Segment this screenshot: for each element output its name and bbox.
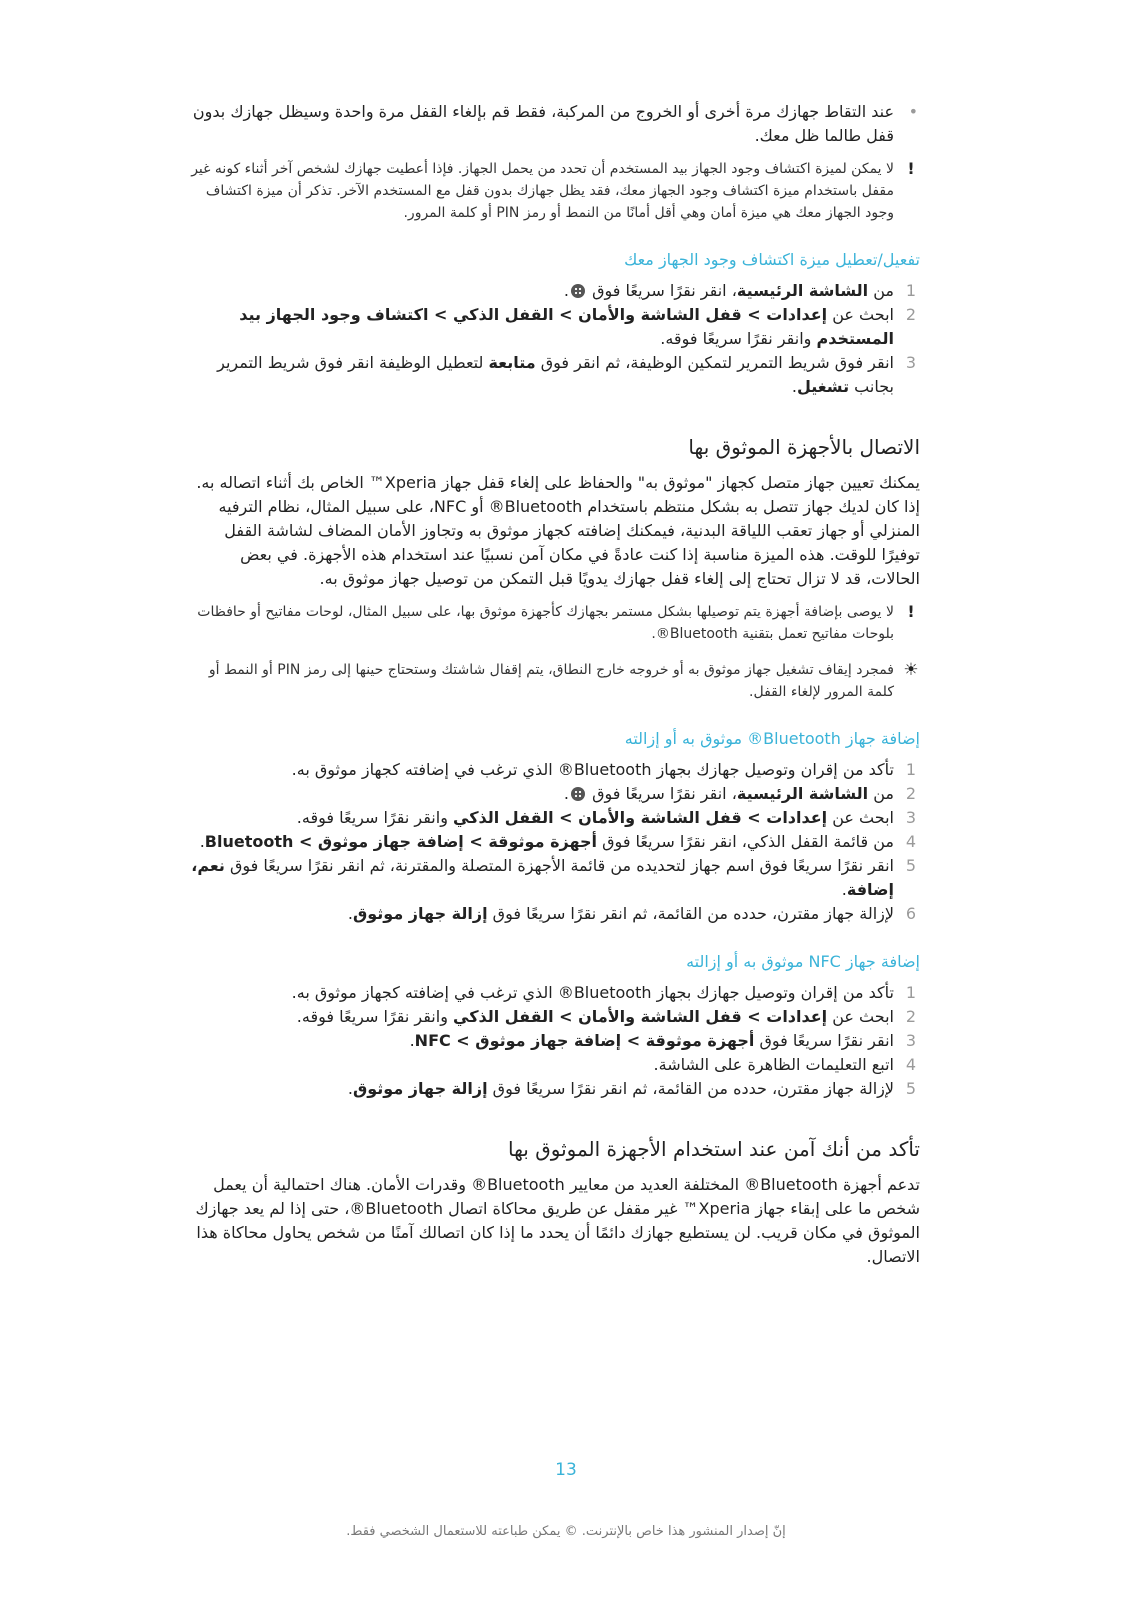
list-item: 5 انقر نقرًا سريعًا فوق اسم جهاز لتحديده من قائمة الأجهزة المتصلة والمقترنة، ثم انقر نقرًا سريعًا فوق نعم، إضافة. — [191, 856, 917, 899]
warning-icon: ! — [907, 159, 915, 178]
footer-notice: إنّ إصدار المنشور هذا خاص بالإنترنت. © يمكن طباعته للاستعمال الشخصي فقط. — [346, 1524, 786, 1539]
section2-tip — [190, 659, 920, 703]
list-item: 2 من الشاشة الرئيسية، انقر نقرًا سريعًا فوق . — [563, 784, 917, 803]
section1-steps — [190, 279, 920, 399]
intro-bullet-text: عند التقاط جهازك مرة أخرى أو الخروج من المركبة، فقط قم بإلغاء القفل مرة واحدة وسيظل جهازك بدون قفل طالما ظل معك. — [192, 102, 894, 145]
apps-grid-icon — [571, 787, 585, 801]
section2-tip-text: فمجرد إيقاف تشغيل جهاز موثوق به أو خروجه خارج النطاق، يتم إقفال شاشتك وستحتاج حينها إلى رمز PIN أو النمط أو كلمة المرور لإلغاء القفل. — [208, 662, 894, 700]
list-item: 2 ابحث عن إعدادات > قفل الشاشة والأمان > القفل الذكي > اكتشاف وجود الجهاز بيد المستخدم وانقر نقرًا سريعًا فوقه. — [239, 305, 917, 348]
list-item: 6 لإزالة جهاز مقترن، حدده من القائمة، ثم انقر نقرًا سريعًا فوق إزالة جهاز موثوق. — [347, 904, 917, 923]
list-item: 2 ابحث عن إعدادات > قفل الشاشة والأمان > القفل الذكي وانقر نقرًا سريعًا فوقه. — [296, 1007, 917, 1026]
list-item: 3 انقر فوق شريط التمرير لتمكين الوظيفة، ثم انقر فوق متابعة لتعطيل الوظيفة انقر فوق شريط التمرير بجانب تشغيل. — [217, 353, 917, 396]
section4-title: إضافة جهاز NFC موثوق به أو إزالته — [686, 952, 920, 971]
section4-steps — [190, 981, 920, 1101]
list-item: 1 تأكد من إقران وتوصيل جهازك بجهاز Bluetooth® الذي ترغب في إضافته كجهاز موثوق به. — [291, 983, 917, 1002]
intro-bullet — [190, 100, 920, 148]
section5-paragraph: تدعم أجهزة Bluetooth® المختلفة العديد من معايير Bluetooth® وقدرات الأمان. هناك احتمالية أن يعمل شخص ما على إبقاء جهاز Xperia™ غير مقفل عن طريق محاكاة اتصال Bluetooth®، حتى إذا لم يعد جهازك الموثوق في مكان قريب. لن يستطيع جهازك دائمًا أن يحدد ما إذا كان اتصالك آمنًا من شخص يحاول محاكاة هذا الاتصال. — [195, 1175, 920, 1266]
document-page — [190, 100, 920, 1269]
lightbulb-icon: ☀ — [903, 660, 919, 680]
section5-heading: تأكد من أنك آمن عند استخدام الأجهزة الموثوق بها — [507, 1137, 920, 1161]
section3-title: إضافة جهاز Bluetooth® موثوق به أو إزالته — [624, 729, 920, 748]
apps-grid-icon — [571, 284, 585, 298]
page-number: 13 — [555, 1460, 577, 1480]
section3-steps — [190, 758, 920, 926]
section2-heading: الاتصال بالأجهزة الموثوق بها — [688, 435, 920, 459]
bullet-dot: • — [908, 102, 918, 121]
list-item: 3 ابحث عن إعدادات > قفل الشاشة والأمان > القفل الذكي وانقر نقرًا سريعًا فوقه. — [296, 808, 917, 827]
section1-title: تفعيل/تعطيل ميزة اكتشاف وجود الجهاز معك — [624, 250, 920, 269]
section2-paragraph: يمكنك تعيين جهاز متصل كجهاز "موثوق به" والحفاظ على إلغاء قفل جهاز Xperia™ الخاص بك أثناء اتصاله به. إذا كان لديك جهاز تتصل به بشكل منتظم باستخدام Bluetooth® أو NFC، على سبيل المثال، نظام الترفيه المنزلي أو جهاز تعقب اللياقة البدنية، فيمكنك إضافته كجهاز موثوق به وتجاوز الأمان المضاف لشاشة القفل توفيرًا للوقت. هذه الميزة مناسبة إذا كنت عادةً في مكان آمن نسبيًا عند استخدام هذه الأجهزة. في بعض الحالات، قد لا تزال تحتاج إلى إلغاء قفل جهازك يدويًا قبل التمكن من توصيل جهاز موثوق به. — [196, 473, 920, 588]
list-item: 4 من قائمة القفل الذكي، انقر نقرًا سريعًا فوق أجهزة موثوقة > إضافة جهاز موثوق > Bluetooth. — [199, 832, 917, 851]
warning-icon: ! — [907, 602, 915, 621]
section2-note-text: لا يوصى بإضافة أجهزة يتم توصيلها بشكل مستمر بجهازك كأجهزة موثوق بها، على سبيل المثال، لوحات مفاتيح أو حافظات بلوحات مفاتيح تعمل بتقنية Bluetooth®. — [197, 604, 894, 642]
section2-note — [190, 601, 920, 645]
list-item: 1 من الشاشة الرئيسية، انقر نقرًا سريعًا فوق . — [563, 281, 917, 300]
list-item: 3 انقر نقرًا سريعًا فوق أجهزة موثوقة > إضافة جهاز موثوق > NFC. — [409, 1031, 917, 1050]
intro-note — [190, 158, 920, 224]
list-item: 5 لإزالة جهاز مقترن، حدده من القائمة، ثم انقر نقرًا سريعًا فوق إزالة جهاز موثوق. — [347, 1079, 917, 1098]
list-item: 1 تأكد من إقران وتوصيل جهازك بجهاز Bluetooth® الذي ترغب في إضافته كجهاز موثوق به. — [291, 760, 917, 779]
list-item: 4 اتبع التعليمات الظاهرة على الشاشة. — [653, 1055, 917, 1074]
intro-note-text: لا يمكن لميزة اكتشاف وجود الجهاز بيد المستخدم أن تحدد من يحمل الجهاز. فإذا أعطيت جهازك لشخص آخر أثناء كونه غير مقفل باستخدام ميزة اكتشاف وجود الجهاز معك، فقد يظل جهازك بدون قفل مع المستخدم الآخر. تذكر أن ميزة اكتشاف وجود الجهاز معك هي ميزة أمان وهي أقل أمانًا من النمط أو رمز PIN أو كلمة المرور. — [191, 161, 894, 221]
